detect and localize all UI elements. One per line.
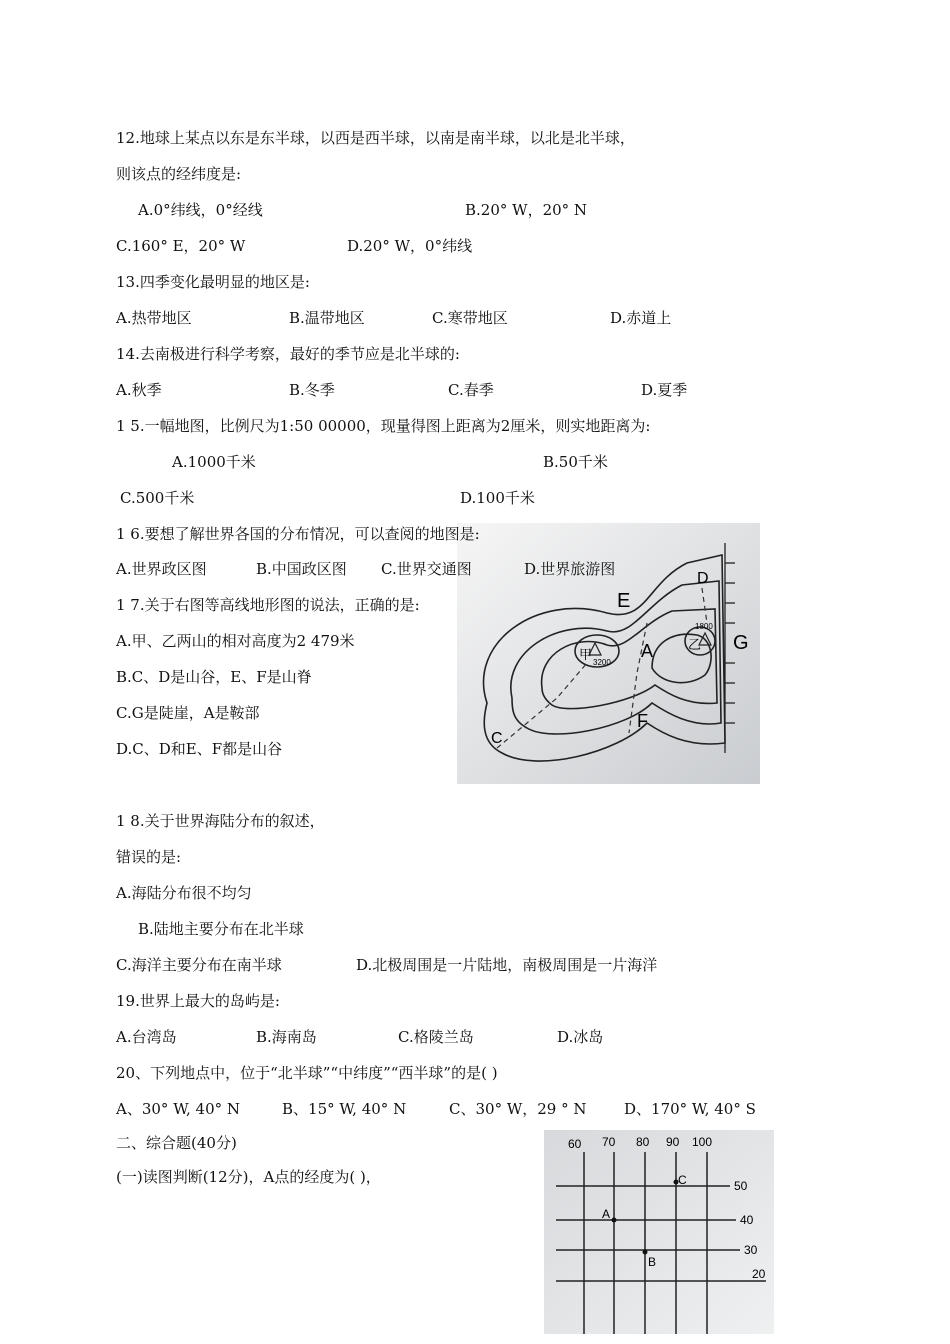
- q15-option-a: A.1000千米: [172, 453, 256, 471]
- label-g: G: [733, 632, 749, 654]
- q20-option-d: D、170° W, 40° S: [624, 1100, 756, 1118]
- label-c: C: [491, 730, 503, 747]
- q12-option-d: D.20° W，0°纬线: [347, 237, 473, 255]
- label-jia: 甲: [579, 647, 593, 662]
- q17-option-d: D.C、D和E、F都是山谷: [116, 740, 283, 758]
- q13-stem: 13.四季变化最明显的地区是:: [116, 273, 310, 291]
- q15-stem: 1 5.一幅地图，比例尺为1:50 00000，现量得图上距离为2厘米，则实地距离为:: [116, 417, 651, 435]
- q13-option-c: C.寒带地区: [432, 309, 508, 327]
- label-f: F: [637, 711, 648, 731]
- q16-option-b: B.中国政区图: [256, 560, 347, 578]
- point-b-label: B: [648, 1255, 657, 1269]
- parallel-label-50: 50: [734, 1179, 748, 1193]
- q18-option-d: D.北极周围是一片陆地，南极周围是一片海洋: [356, 956, 658, 974]
- q15-option-c: C.500千米: [120, 489, 195, 507]
- q17-option-a: A.甲、乙两山的相对高度为2 479米: [116, 632, 355, 650]
- latlong-grid-figure: [544, 1130, 774, 1334]
- q19-stem: 19.世界上最大的岛屿是:: [116, 992, 280, 1010]
- q19-option-d: D.冰岛: [557, 1028, 604, 1046]
- label-d: D: [697, 570, 709, 587]
- q19-option-a: A.台湾岛: [116, 1028, 177, 1046]
- point-a-marker: [612, 1218, 617, 1223]
- q16-option-a: A.世界政区图: [116, 560, 207, 578]
- q12-stem-line1: 12.地球上某点以东是东半球，以西是西半球，以南是南半球，以北是北半球，: [116, 129, 635, 147]
- q12-option-a: A.0°纬线，0°经线: [138, 201, 263, 219]
- q17-option-c: C.G是陡崖，A是鞍部: [116, 704, 260, 722]
- q13-option-d: D.赤道上: [610, 309, 672, 327]
- q18-option-a: A.海陆分布很不均匀: [116, 884, 252, 902]
- meridian-label-60: 60: [568, 1137, 582, 1151]
- parallel-label-40: 40: [740, 1213, 754, 1227]
- q19-option-b: B.海南岛: [256, 1028, 317, 1046]
- label-a: A: [641, 641, 654, 661]
- q14-option-a: A.秋季: [116, 381, 162, 399]
- parallel-label-20: 20: [752, 1267, 766, 1281]
- label-yi-height: 1800: [695, 622, 713, 631]
- q12-option-b: B.20° W，20° N: [465, 201, 588, 219]
- section2-title: 二、综合题(40分): [116, 1134, 237, 1152]
- meridian-label-100: 100: [692, 1135, 713, 1149]
- q12-stem-line2: 则该点的经纬度是:: [116, 165, 242, 183]
- label-e: E: [617, 590, 631, 612]
- q18-option-c: C.海洋主要分布在南半球: [116, 956, 282, 974]
- q16-stem: 1 6.要想了解世界各国的分布情况，可以查阅的地图是:: [116, 525, 480, 543]
- q17-stem: 1 7.关于右图等高线地形图的说法，正确的是:: [116, 596, 420, 614]
- q16-option-d: D.世界旅游图: [524, 560, 616, 578]
- parallel-label-30: 30: [744, 1243, 758, 1257]
- q18-stem-line2: 错误的是:: [116, 848, 182, 866]
- q20-stem: 20、下列地点中，位于“北半球”“中纬度”“西半球”的是( ): [116, 1064, 498, 1082]
- q14-stem: 14.去南极进行科学考察，最好的季节应是北半球的:: [116, 345, 460, 363]
- q20-option-c: C、30° W，29 ° N: [449, 1100, 587, 1118]
- q14-option-c: C.春季: [448, 381, 494, 399]
- q20-option-a: A、30° W, 40° N: [116, 1100, 240, 1118]
- meridian-label-80: 80: [636, 1135, 650, 1149]
- section2-part1-question: (一)读图判断(12分)，A点的经度为( )，: [116, 1168, 381, 1186]
- q17-option-b: B.C、D是山谷，E、F是山脊: [116, 668, 312, 686]
- q14-option-b: B.冬季: [289, 381, 335, 399]
- q18-option-b: B.陆地主要分布在北半球: [138, 920, 304, 938]
- meridian-label-70: 70: [602, 1135, 616, 1149]
- point-c-label: C: [678, 1173, 687, 1187]
- point-a-label: A: [602, 1207, 611, 1221]
- label-yi: 乙: [688, 637, 702, 652]
- point-b-marker: [643, 1250, 648, 1255]
- q18-stem-line1: 1 8.关于世界海陆分布的叙述，: [116, 812, 325, 830]
- q16-option-c: C.世界交通图: [381, 560, 472, 578]
- q19-option-c: C.格陵兰岛: [398, 1028, 474, 1046]
- q20-option-b: B、15° W, 40° N: [282, 1100, 407, 1118]
- q13-option-a: A.热带地区: [116, 309, 192, 327]
- q12-option-c: C.160° E，20° W: [116, 237, 246, 255]
- meridian-label-90: 90: [666, 1135, 680, 1149]
- q15-option-b: B.50千米: [543, 453, 608, 471]
- label-jia-height: 3200: [593, 658, 611, 667]
- q14-option-d: D.夏季: [641, 381, 688, 399]
- latlong-grid-svg: [544, 1130, 774, 1334]
- q15-option-d: D.100千米: [460, 489, 535, 507]
- q13-option-b: B.温带地区: [289, 309, 365, 327]
